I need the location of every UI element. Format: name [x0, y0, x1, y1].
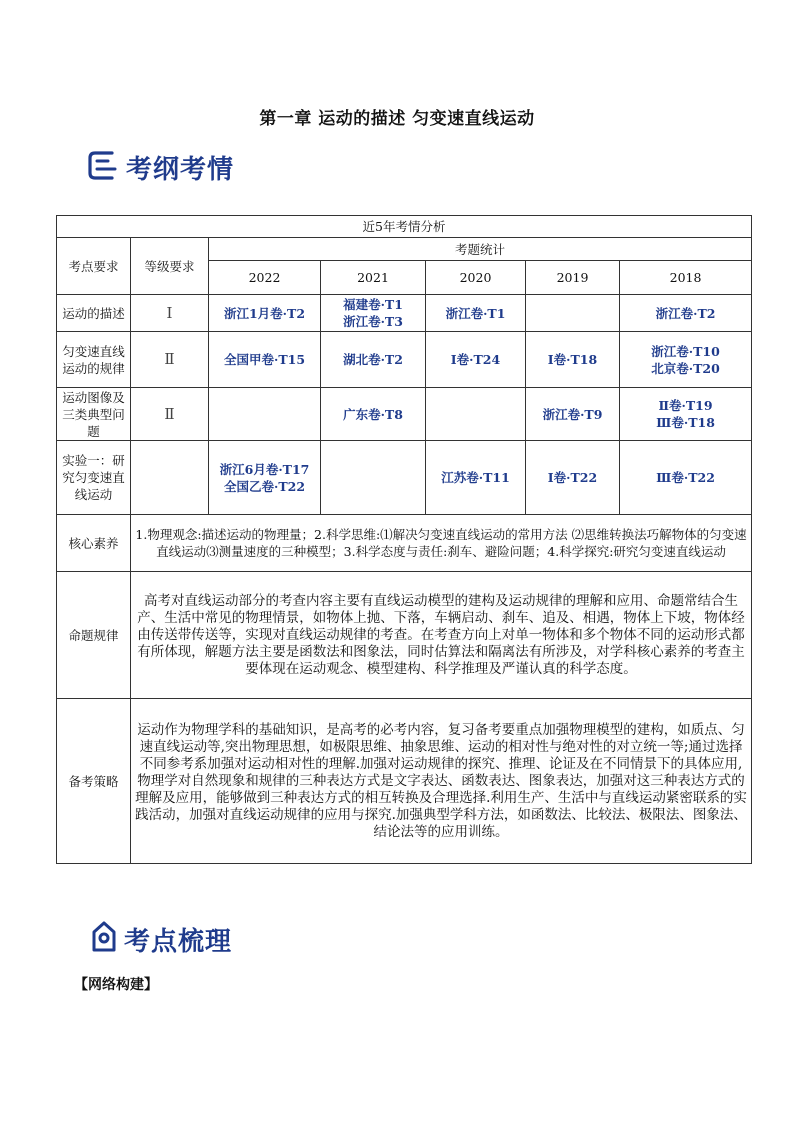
subheading: 【网络构建】 — [74, 977, 158, 993]
row-cell: 浙江6月卷·T17 全国乙卷·T22 — [209, 441, 321, 515]
section-header-points — [90, 920, 232, 958]
row-cell: Ⅰ卷·T18 — [526, 332, 620, 388]
core-label: 核心素养 — [57, 515, 131, 572]
row-cell: 广东卷·T8 — [321, 388, 426, 441]
row-level: Ⅱ — [131, 388, 209, 441]
row-cell — [209, 388, 321, 441]
row-cell: 福建卷·T1 浙江卷·T3 — [321, 295, 426, 332]
exam-outline-icon — [86, 148, 120, 186]
row-level: Ⅰ — [131, 295, 209, 332]
row-cell: Ⅲ卷·T22 — [620, 441, 752, 515]
row-point: 运动图像及三类典型问题 — [57, 388, 131, 441]
table-row — [57, 388, 752, 441]
row-level — [131, 441, 209, 515]
table-row — [57, 441, 752, 515]
year-header: 2019 — [526, 261, 620, 295]
table-row-strategy — [57, 699, 752, 864]
row-cell: 全国甲卷·T15 — [209, 332, 321, 388]
row-point: 匀变速直线运动的规律 — [57, 332, 131, 388]
rule-label: 命题规律 — [57, 572, 131, 699]
row-cell: 江苏卷·T11 — [426, 441, 526, 515]
row-cell: 浙江1月卷·T2 — [209, 295, 321, 332]
row-cell: 浙江卷·T1 — [426, 295, 526, 332]
row-level: Ⅱ — [131, 332, 209, 388]
table-caption: 近5年考情分析 — [57, 216, 752, 238]
header-stats: 考题统计 — [209, 238, 752, 261]
year-header: 2018 — [620, 261, 752, 295]
strategy-label: 备考策略 — [57, 699, 131, 864]
row-point: 实验一：研究匀变速直线运动 — [57, 441, 131, 515]
section-title: 考点梳理 — [124, 926, 233, 957]
row-cell — [321, 441, 426, 515]
row-point: 运动的描述 — [57, 295, 131, 332]
row-cell — [526, 295, 620, 332]
row-cell: 浙江卷·T10 北京卷·T20 — [620, 332, 752, 388]
year-header: 2021 — [321, 261, 426, 295]
rule-text: 高考对直线运动部分的考查内容主要有直线运动模型的建构及运动规律的理解和应用、命题常结合生产、生活中常见的物理情景，如物体上抛、下落，车辆启动、刹车、追及、相遇，物体上下坡，物体经由传送带传送等，实现对直线运动规律的考查。在考查方向上对单一物体和多个物体不同的运动形式都有所体现，解题方法主要是函数法和图象法，同时估算法和隔离法有所涉及，对学科核心素养的考查主要体现在运动观念、模型建构、科学推理及严谨认真的科学态度。 — [131, 572, 752, 699]
section-title: 考纲考情 — [126, 154, 235, 185]
header-level: 等级要求 — [131, 238, 209, 295]
table-row-core — [57, 515, 752, 572]
row-cell: Ⅱ卷·T19 Ⅲ卷·T18 — [620, 388, 752, 441]
chapter-title: 第一章 运动的描述 匀变速直线运动 — [259, 109, 535, 129]
year-header: 2022 — [209, 261, 321, 295]
table-row — [57, 295, 752, 332]
core-text: 1.物理观念:描述运动的物理量；2.科学思维:⑴解决匀变速直线运动的常用方法 ⑵思维转换法巧解物体的匀变速直线运动⑶测量速度的三种模型；3.科学态度与责任:刹车、避险问题；4.科学探究:研究匀变速直线运动 — [131, 515, 752, 572]
row-cell: 湖北卷·T2 — [321, 332, 426, 388]
row-cell: Ⅰ卷·T22 — [526, 441, 620, 515]
row-cell: 浙江卷·T2 — [620, 295, 752, 332]
year-header: 2020 — [426, 261, 526, 295]
table-row-rule — [57, 572, 752, 699]
strategy-text: 运动作为物理学科的基础知识，是高考的必考内容，复习备考要重点加强物理模型的建构，如质点、匀速直线运动等,突出物理思想，如极限思维、抽象思维、运动的相对性与绝对性的对立统一等;通过选择不同参考系加强对运动相对性的理解.加强对运动规律的探究、推理、论证及在不同情景下的具体应用,物理学对自然现象和规律的三种表达方式是文字表达、函数表达、图象表达，加强对这三种表达方式的理解及应用，能够做到三种表达方式的相互转换及合理选择.利用生产、生活中与直线运动紧密联系的实践活动，加强对直线运动规律的应用与探究.加强典型学科方法，如函数法、比较法、极限法、图象法、结论法等的应用训练。 — [131, 699, 752, 864]
row-cell: Ⅰ卷·T24 — [426, 332, 526, 388]
header-point: 考点要求 — [57, 238, 131, 295]
location-pin-icon — [90, 920, 118, 958]
section-header-outline — [86, 148, 234, 186]
row-cell: 浙江卷·T9 — [526, 388, 620, 441]
exam-analysis-table — [56, 215, 752, 864]
row-cell — [426, 388, 526, 441]
table-row — [57, 332, 752, 388]
